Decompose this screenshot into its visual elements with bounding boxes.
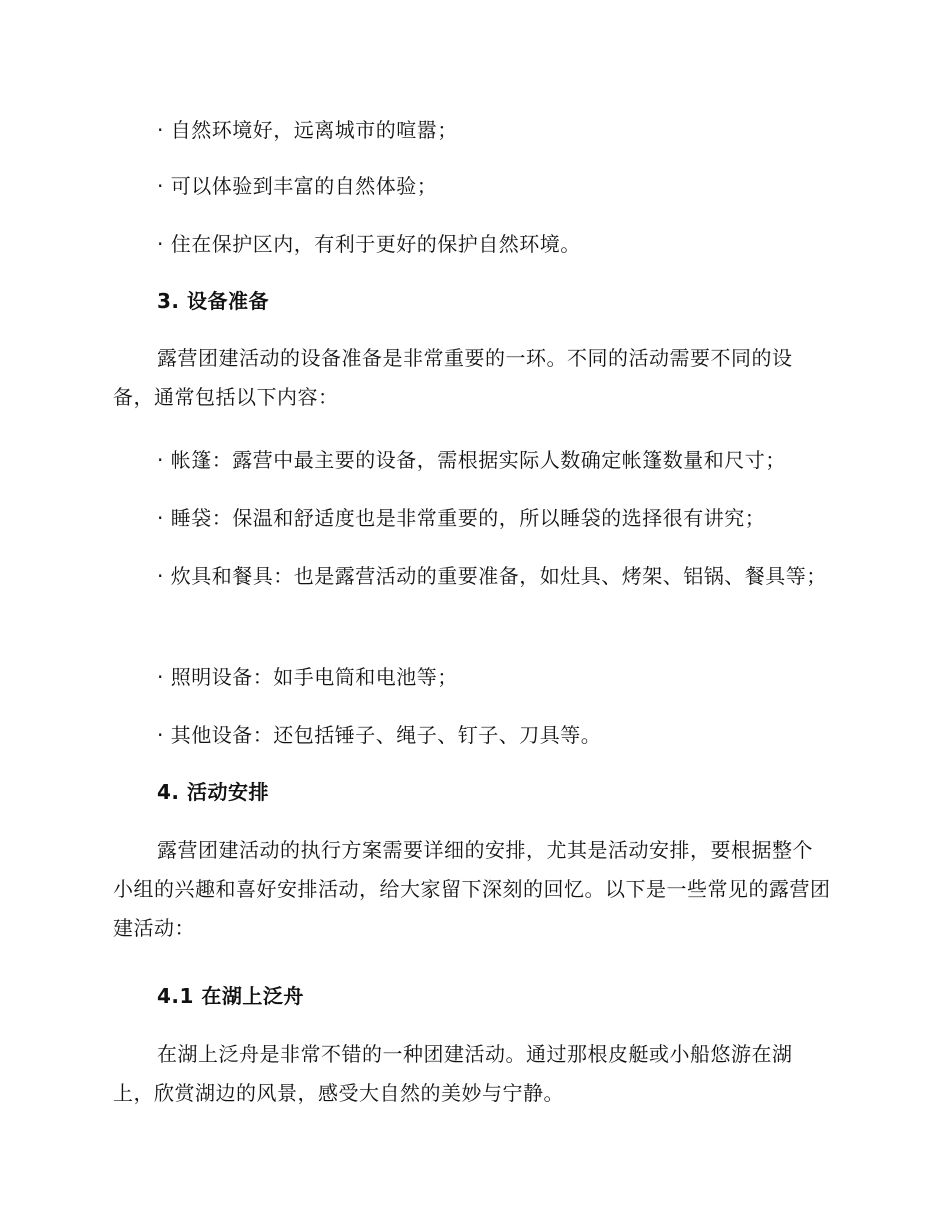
bullet-nature-experience: · 可以体验到丰富的自然体验； bbox=[157, 174, 438, 198]
paragraph-equipment-intro: 露营团建活动的设备准备是非常重要的一环。不同的活动需要不同的设备，通常包括以下内容： bbox=[113, 346, 793, 409]
bullet-other-equipment: · 其他设备：还包括锤子、绳子、钉子、刀具等。 bbox=[157, 723, 602, 747]
bullet-protected-area: · 住在保护区内，有利于更好的保护自然环境。 bbox=[157, 232, 581, 256]
bullet-lighting: · 照明设备：如手电筒和电池等； bbox=[157, 665, 458, 689]
section-heading-activities: 4. 活动安排 bbox=[157, 780, 269, 804]
subsection-heading-boating: 4.1 在湖上泛舟 bbox=[157, 984, 304, 1008]
paragraph-activities-intro: 露营团建活动的执行方案需要详细的安排，尤其是活动安排，要根据整个小组的兴趣和喜好安排活动，给大家留下深刻的回忆。以下是一些常见的露营团建活动： bbox=[113, 838, 831, 940]
bullet-natural-environment: · 自然环境好，远离城市的喧嚣； bbox=[157, 118, 458, 142]
bullet-sleeping-bag: · 睡袋：保温和舒适度也是非常重要的，所以睡袋的选择很有讲究； bbox=[157, 506, 766, 530]
paragraph-boating: 在湖上泛舟是非常不错的一种团建活动。通过那根皮艇或小船悠游在湖上，欣赏湖边的风景，感受大自然的美妙与宁静。 bbox=[113, 1042, 793, 1105]
bullet-tent: · 帐篷：露营中最主要的设备，需根据实际人数确定帐篷数量和尺寸； bbox=[157, 448, 786, 472]
bullet-cookware: · 炊具和餐具：也是露营活动的重要准备，如灶具、烤架、铝锅、餐具等； bbox=[157, 564, 827, 588]
section-heading-equipment: 3. 设备准备 bbox=[157, 289, 269, 313]
